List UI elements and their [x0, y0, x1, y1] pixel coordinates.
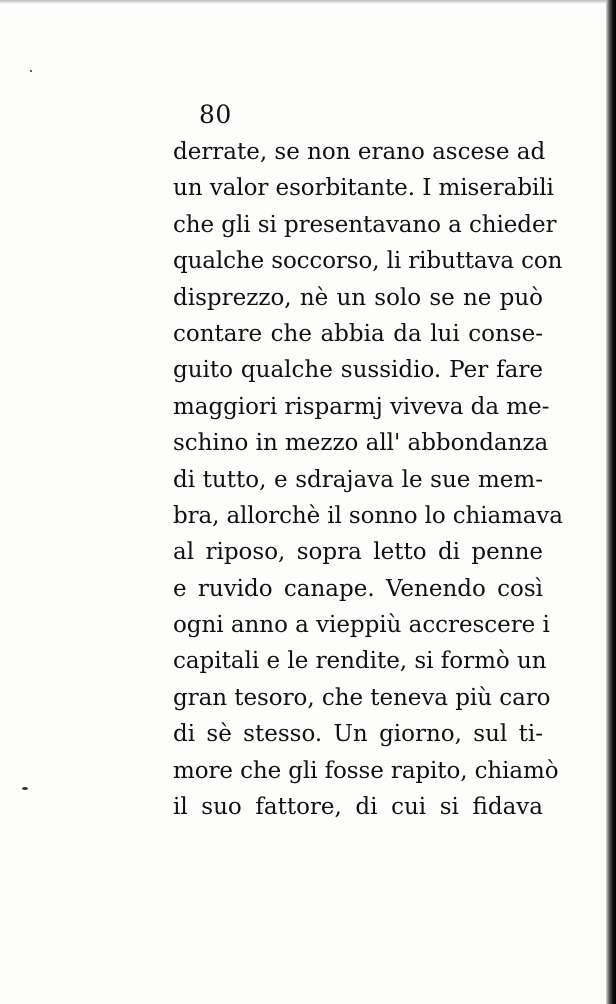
- text-line: qualche soccorso, li ributtava con: [173, 248, 563, 275]
- text-line: bra, allorchè il sonno lo chiamava: [173, 502, 563, 529]
- page-number: 80: [199, 100, 232, 129]
- text-line: schino in mezzo all' abbondanza: [173, 430, 549, 457]
- page-top-edge: [0, 0, 616, 4]
- text-line: che gli si presentavano a chieder: [173, 211, 557, 238]
- text-line: disprezzo, nè un solo se ne può: [173, 284, 543, 311]
- text-line: capitali e le rendite, si formò un: [173, 648, 547, 675]
- text-line: maggiori risparmj viveva da me-: [173, 393, 550, 420]
- text-line: il suo fattore, di cui si fidava: [173, 794, 543, 821]
- text-line: di tutto, e sdrajava le sue mem-: [173, 466, 543, 493]
- text-line: al riposo, sopra letto di penne: [173, 539, 543, 566]
- text-line: guito qualche sussidio. Per fare: [173, 357, 543, 384]
- scan-speck: [30, 70, 32, 72]
- text-line: e ruvido canape. Venendo così: [173, 575, 543, 602]
- scan-speck: [22, 787, 28, 790]
- text-line: derrate, se non erano ascese ad: [173, 139, 546, 165]
- text-line: di sè stesso. Un giorno, sul ti-: [173, 721, 543, 748]
- text-line: gran tesoro, che teneva più caro: [173, 684, 551, 711]
- text-line: contare che abbia da lui conse-: [173, 320, 543, 347]
- text-line: ogni anno a vieppiù accrescere i: [173, 612, 550, 639]
- text-line: un valor esorbitante. I miserabili: [173, 175, 554, 202]
- page-binding-edge: [606, 0, 616, 1004]
- body-text: [173, 134, 563, 825]
- text-line: more che gli fosse rapito, chiamò: [173, 757, 559, 784]
